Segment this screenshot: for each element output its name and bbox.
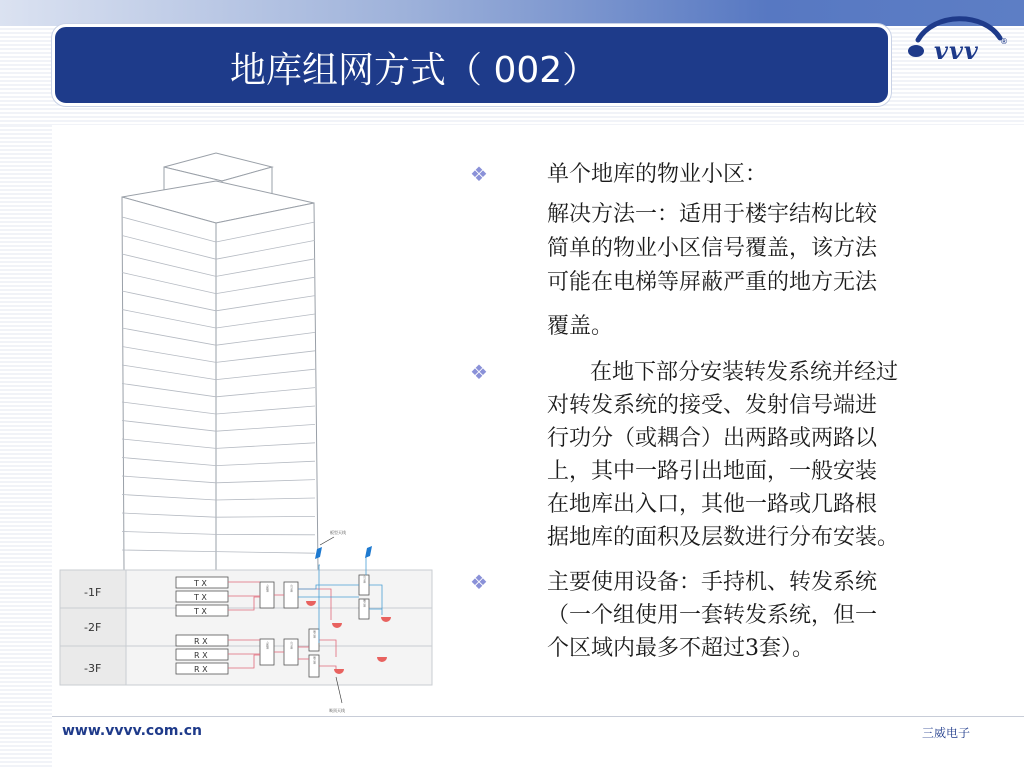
module-label: 合路器: [265, 584, 269, 592]
bullet-diamond-icon: ❖: [470, 162, 488, 186]
ceiling-antenna-label: 吸顶天线: [329, 708, 345, 713]
bullet-line: 上，其中一路引出地面，一般安装: [547, 459, 878, 484]
bullet-sub-line: 解决方法一：适用于楼宇结构比较: [547, 202, 878, 227]
module-label: 耦合器: [312, 630, 316, 638]
rx-label: R X: [194, 637, 208, 646]
bullet-line: 在地库出入口，其他一路或几路根: [547, 492, 878, 517]
basement-network-diagram: [56, 145, 440, 720]
bullet-sub-line: 可能在电梯等屏蔽严重的地方无法: [547, 270, 878, 295]
bullet-line: 个区域内最多不超过3套）。: [547, 636, 814, 661]
footer-company-name: 三威电子: [922, 726, 971, 740]
floor-label-1f: -1F: [84, 586, 102, 599]
module-label: 功分器: [362, 575, 366, 583]
module-label: 功分器: [289, 584, 293, 592]
page-title: 地库组网方式（ 002）: [230, 50, 599, 91]
bullet-text: 主要使用设备：手持机、转发系统: [547, 570, 878, 595]
footer-website-link[interactable]: www.vvvv.com.cn: [62, 723, 202, 739]
bullet-text: 在地下部分安装转发系统并经过: [590, 360, 899, 385]
module-label: 耦合器: [312, 656, 316, 664]
footer-divider: [52, 716, 1024, 717]
floor-label-2f: -2F: [84, 621, 102, 634]
bullet-sub-line: 简单的物业小区信号覆盖，该方法: [547, 236, 878, 261]
bullet-sub-line: 覆盖。: [547, 314, 614, 339]
left-stripes: [0, 125, 52, 768]
top-gradient-band: [0, 0, 1024, 26]
bullet-line: 行功分（或耦合）出两路或两路以: [547, 426, 878, 451]
tx-unit-group: [176, 577, 228, 616]
rx-label: R X: [194, 651, 208, 660]
bullet-diamond-icon: ❖: [470, 570, 488, 594]
panel-antennas: [315, 546, 372, 559]
bullet-line: 据地库的面积及层数进行分布安装。: [547, 525, 900, 550]
module-label: 合路器: [265, 641, 269, 649]
rx-unit-group: [176, 635, 228, 674]
logo-registered-mark: ®: [1000, 37, 1008, 46]
building-tower: [122, 181, 318, 570]
logo-text: vvv: [934, 36, 979, 65]
floor-label-3f: -3F: [84, 662, 102, 675]
antenna-pointer-top: [320, 537, 334, 545]
panel-antenna-label: 板型天线: [330, 530, 346, 535]
bullet-text: 单个地库的物业小区：: [547, 162, 768, 187]
bullet-line: 对转发系统的接受、发射信号端进: [547, 393, 878, 418]
tx-label: T X: [194, 579, 207, 588]
bullet-diamond-icon: ❖: [470, 360, 488, 384]
rx-label: R X: [194, 665, 208, 674]
tx-label: T X: [194, 607, 207, 616]
module-label: 功分器: [289, 641, 293, 649]
tx-label: T X: [194, 593, 207, 602]
module-label: 耦合器: [362, 599, 366, 607]
bullet-line: （一个组使用一套转发系统，但一: [547, 603, 878, 628]
